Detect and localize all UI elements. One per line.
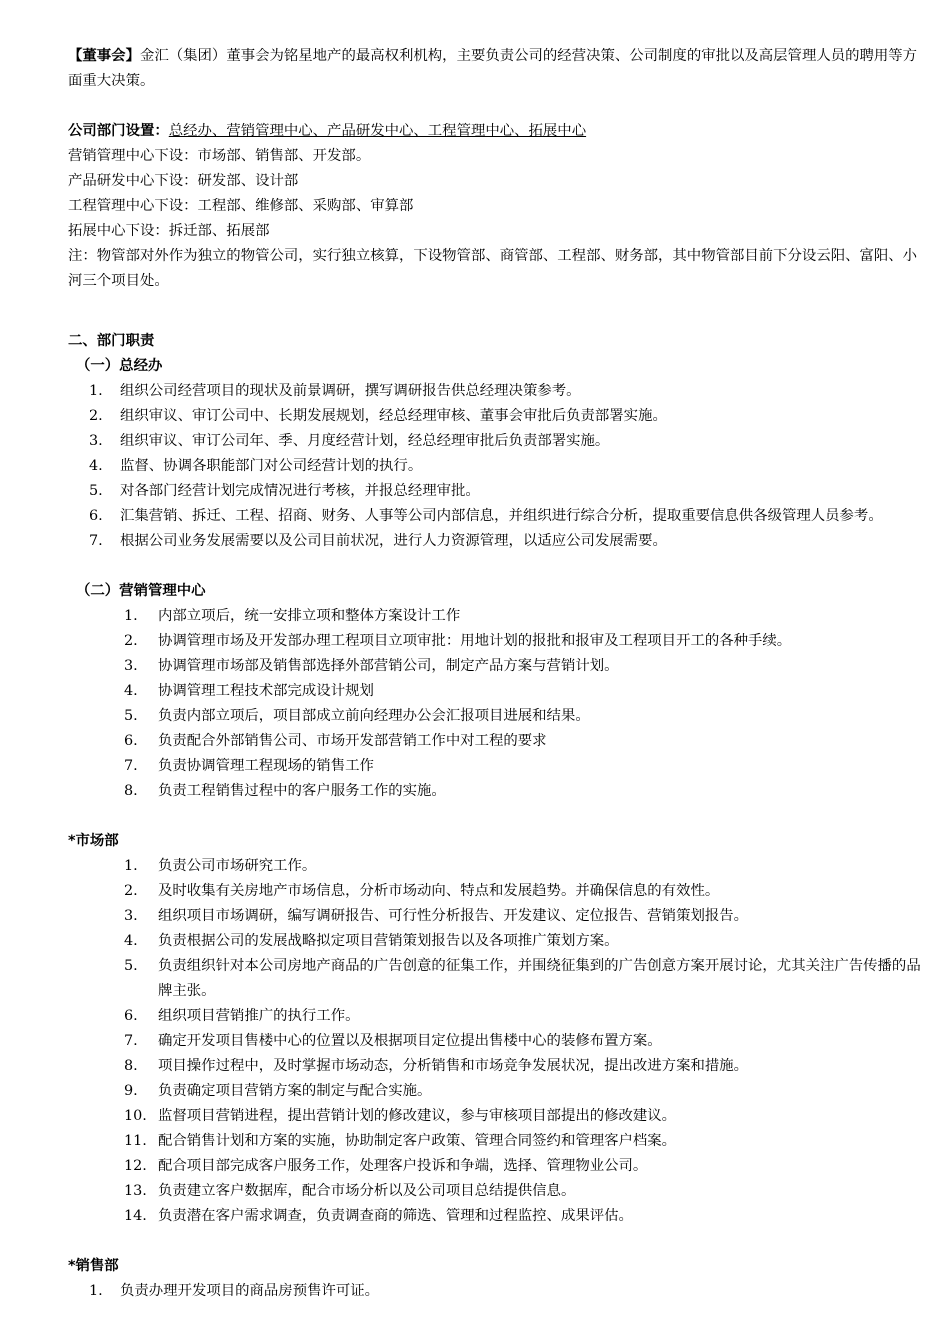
- sales-dept-title: *销售部: [68, 1258, 119, 1274]
- list-item-text: 配合销售计划和方案的实施，协助制定客户政策、管理合同签约和管理客户档案。: [158, 1133, 677, 1149]
- list-item-number: 3.: [124, 658, 138, 674]
- list-item-number: 13.: [124, 1183, 147, 1199]
- list-item-number: 4.: [124, 683, 138, 699]
- list-item: [68, 704, 930, 729]
- list-item-text: 汇集营销、拆迁、工程、招商、财务、人事等公司内部信息，并组织进行综合分析，提取重要信息供各级管理人员参考。: [120, 508, 883, 524]
- list-item-number: 7.: [124, 1033, 138, 1049]
- department-line: 营销管理中心下设：市场部、销售部、开发部。: [68, 148, 371, 164]
- list-item-text: 负责根据公司的发展战略拟定项目营销策划报告以及各项推广策划方案。: [158, 933, 619, 949]
- list-item-text: 负责工程销售过程中的客户服务工作的实施。: [158, 783, 446, 799]
- list-item: [68, 679, 930, 704]
- list-item-number: 3.: [89, 433, 103, 449]
- list-item: [68, 729, 930, 754]
- list-item: [68, 754, 930, 779]
- market-dept-list: [68, 854, 930, 1229]
- list-item: [68, 1004, 930, 1029]
- list-item-text: 组织项目市场调研，编写调研报告、可行性分析报告、开发建议、定位报告、营销策划报告。: [158, 908, 749, 924]
- board-paragraph: [68, 44, 930, 94]
- market-dept-title: *市场部: [68, 833, 119, 849]
- list-item-number: 9.: [124, 1083, 138, 1099]
- list-item-number: 4.: [89, 458, 103, 474]
- list-item-number: 1.: [124, 608, 138, 624]
- list-item-text: 协调管理工程技术部完成设计规划: [158, 683, 374, 699]
- spacer: [68, 294, 930, 319]
- list-item: [68, 604, 930, 629]
- spacer: [68, 804, 930, 829]
- list-item: [68, 479, 930, 504]
- list-item-number: 7.: [89, 533, 103, 549]
- list-item-number: 2.: [124, 883, 138, 899]
- list-item-number: 2.: [89, 408, 103, 424]
- list-item: [68, 404, 930, 429]
- list-item-text: 内部立项后，统一安排立项和整体方案设计工作: [158, 608, 461, 624]
- list-item: [68, 1054, 930, 1079]
- list-item-text: 确定开发项目售楼中心的位置以及根据项目定位提出售楼中心的装修布置方案。: [158, 1033, 662, 1049]
- spacer: [68, 1229, 930, 1254]
- list-item-text: 负责确定项目营销方案的制定与配合实施。: [158, 1083, 432, 1099]
- list-item-number: 4.: [124, 933, 138, 949]
- department-line: 拓展中心下设：拆迁部、拓展部: [68, 223, 270, 239]
- list-item: [68, 1104, 930, 1129]
- list-item: [68, 1279, 930, 1304]
- list-item: [68, 929, 930, 954]
- list-item-number: 1.: [89, 1283, 103, 1299]
- department-line: 产品研发中心下设：研发部、设计部: [68, 173, 299, 189]
- list-item-number: 6.: [124, 1008, 138, 1024]
- list-item-text: 组织审议、审订公司年、季、月度经营计划，经总经理审批后负责部署实施。: [120, 433, 610, 449]
- list-item-text: 监督、协调各职能部门对公司经营计划的执行。: [120, 458, 423, 474]
- section2-title: 二、部门职责: [68, 333, 155, 349]
- list-item: [68, 1179, 930, 1204]
- list-item-text: 负责建立客户数据库，配合市场分析以及公司项目总结提供信息。: [158, 1183, 576, 1199]
- marketing-title: （二）营销管理中心: [76, 583, 206, 599]
- list-item-number: 8.: [124, 1058, 138, 1074]
- list-item-number: 6.: [89, 508, 103, 524]
- list-item: [68, 379, 930, 404]
- list-item: [68, 904, 930, 929]
- list-item-number: 10.: [124, 1108, 147, 1124]
- list-item-number: 5.: [124, 708, 138, 724]
- department-line: 工程管理中心下设：工程部、维修部、采购部、审算部: [68, 198, 414, 214]
- list-item: [68, 854, 930, 879]
- office-title: （一）总经办: [76, 358, 163, 374]
- list-item-number: 3.: [124, 908, 138, 924]
- list-item: [68, 779, 930, 804]
- list-item-text: 监督项目营销进程，提出营销计划的修改建议，参与审核项目部提出的修改建议。: [158, 1108, 677, 1124]
- spacer: [68, 554, 930, 579]
- spacer: [68, 94, 930, 119]
- list-item-text: 组织审议、审订公司中、长期发展规划，经总经理审核、董事会审批后负责部署实施。: [120, 408, 667, 424]
- list-item-text: 配合项目部完成客户服务工作，处理客户投诉和争端，选择、管理物业公司。: [158, 1158, 648, 1174]
- list-item-number: 5.: [124, 958, 138, 974]
- department-line: 注：物管部对外作为独立的物管公司，实行独立核算，下设物管部、商管部、工程部、财务部，其中物管部目前下分设云阳、富阳、小河三个项目处。: [68, 248, 918, 289]
- list-item-number: 8.: [124, 783, 138, 799]
- list-item-text: 协调管理市场及开发部办理工程项目立项审批：用地计划的报批和报审及工程项目开工的各种手续。: [158, 633, 792, 649]
- sales-dept-list: [68, 1279, 930, 1304]
- list-item-number: 6.: [124, 733, 138, 749]
- list-item-text: 负责公司市场研究工作。: [158, 858, 317, 874]
- list-item: [68, 879, 930, 904]
- office-list: [68, 379, 930, 554]
- list-item: [68, 1079, 930, 1104]
- list-item-number: 5.: [89, 483, 103, 499]
- list-item: [68, 1129, 930, 1154]
- departments-lines: [68, 144, 930, 294]
- departments-heading: [68, 119, 930, 144]
- marketing-list: [68, 604, 930, 804]
- list-item-text: 负责配合外部销售公司、市场开发部营销工作中对工程的要求: [158, 733, 547, 749]
- list-item-text: 负责内部立项后，项目部成立前向经理办公会汇报项目进展和结果。: [158, 708, 590, 724]
- list-item-text: 负责办理开发项目的商品房预售许可证。: [120, 1283, 380, 1299]
- list-item-text: 负责协调管理工程现场的销售工作: [158, 758, 374, 774]
- list-item-text: 对各部门经营计划完成情况进行考核，并报总经理审批。: [120, 483, 480, 499]
- list-item-number: 1.: [89, 383, 103, 399]
- list-item-number: 7.: [124, 758, 138, 774]
- list-item: [68, 1029, 930, 1054]
- departments-label: 公司部门设置：: [68, 123, 169, 139]
- list-item: [68, 954, 930, 1004]
- board-text: 金汇（集团）董事会为铭星地产的最高权利机构，主要负责公司的经营决策、公司制度的审批以及高层管理人员的聘用等方面重大决策。: [68, 48, 918, 89]
- list-item: [68, 1204, 930, 1229]
- list-item-text: 组织项目营销推广的执行工作。: [158, 1008, 360, 1024]
- list-item-text: 负责潜在客户需求调查，负责调查商的筛选、管理和过程监控、成果评估。: [158, 1208, 633, 1224]
- document-page: [68, 44, 930, 1304]
- list-item-number: 2.: [124, 633, 138, 649]
- list-item-text: 组织公司经营项目的现状及前景调研，撰写调研报告供总经理决策参考。: [120, 383, 581, 399]
- list-item: [68, 454, 930, 479]
- list-item-text: 协调管理市场部及销售部选择外部营销公司，制定产品方案与营销计划。: [158, 658, 619, 674]
- list-item-text: 负责组织针对本公司房地产商品的广告创意的征集工作，并围绕征集到的广告创意方案开展讨论，尤其关注广告传播的品牌主张。: [158, 958, 921, 999]
- board-label: 【董事会】: [68, 48, 140, 64]
- list-item-number: 14.: [124, 1208, 147, 1224]
- list-item-text: 根据公司业务发展需要以及公司目前状况，进行人力资源管理，以适应公司发展需要。: [120, 533, 667, 549]
- list-item-text: 项目操作过程中，及时掌握市场动态，分析销售和市场竞争发展状况，提出改进方案和措施。: [158, 1058, 749, 1074]
- list-item: [68, 654, 930, 679]
- departments-list: 总经办、营销管理中心、产品研发中心、工程管理中心、拓展中心: [168, 123, 587, 139]
- list-item: [68, 429, 930, 454]
- list-item-number: 1.: [124, 858, 138, 874]
- list-item: [68, 504, 930, 529]
- list-item: [68, 1154, 930, 1179]
- list-item-number: 11.: [124, 1133, 147, 1149]
- list-item-text: 及时收集有关房地产市场信息，分析市场动向、特点和发展趋势。并确保信息的有效性。: [158, 883, 720, 899]
- list-item: [68, 529, 930, 554]
- list-item-number: 12.: [124, 1158, 147, 1174]
- list-item: [68, 629, 930, 654]
